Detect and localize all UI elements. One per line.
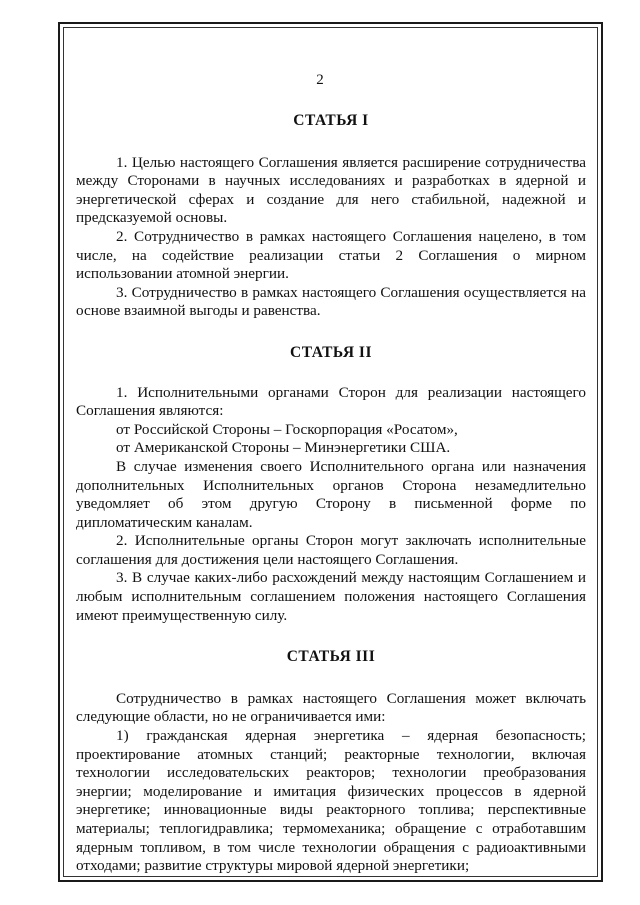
article-2-paragraph-1: 1. Исполнительными органами Сторон для реализации настоящего Соглашения являются: — [76, 383, 586, 420]
page-number: 2 — [316, 72, 324, 88]
article-1-paragraph-1: 1. Целью настоящего Соглашения является расширение сотрудничества между Сторонами в научных исследованиях и разработках в ядерной и энергетической сферах и создание для него стабильной, надежной и предсказуемой основы. — [76, 153, 586, 227]
article-2-executive-russia: от Российской Стороны – Госкорпорация «Росатом», — [116, 420, 458, 438]
document-body — [76, 112, 586, 876]
article-1-paragraph-3: 3. Сотрудничество в рамках настоящего Соглашения осуществляется на основе взаимной выгоды и равенства. — [76, 283, 586, 320]
article-1-paragraph-2: 2. Сотрудничество в рамках настоящего Соглашения нацелено, в том числе, на содействие реализации статьи 2 Соглашения о мирном использовании атомной энергии. — [76, 227, 586, 283]
article-2-paragraph-4: 3. В случае каких-либо расхождений между настоящим Соглашением и любым исполнительным соглашением положения настоящего Соглашения имеют преимущественную силу. — [76, 569, 586, 624]
article-2-paragraph-2: В случае изменения своего Исполнительного органа или назначения дополнительных Исполнительных органов Сторона незамедлительно уведомляет об этом другую Сторону в письменной форме по дипломатическим каналам. — [76, 457, 586, 531]
article-3-paragraph-1: Сотрудничество в рамках настоящего Соглашения может включать следующие области, но не ограничивается ими: — [76, 689, 586, 726]
article-2-paragraph-3: 2. Исполнительные органы Сторон могут заключать исполнительные соглашения для достижения цели настоящего Соглашения. — [76, 532, 586, 568]
article-1-heading: СТАТЬЯ I — [293, 112, 369, 129]
article-3-paragraph-2: 1) гражданская ядерная энергетика – ядерная безопасность; проектирование атомных станций; реакторные технологии, включая технологии исследовательских реакторов; технологии преобразования энергии; моделирование и имитация физических процессов в ядерной энергетике; инновационные виды реакторного топлива; перспективные материалы; теплогидравлика; термомеханика; обращение с отработавшим ядерным топливом, в том числе технологии обращения с радиоактивными отходами; развитие структуры мировой ядерной энергетики; — [76, 727, 586, 875]
article-3-heading: СТАТЬЯ III — [286, 648, 376, 666]
article-2-heading: СТАТЬЯ II — [290, 343, 372, 361]
article-2-executive-usa: от Американской Стороны – Минэнергетики США. — [116, 439, 451, 457]
